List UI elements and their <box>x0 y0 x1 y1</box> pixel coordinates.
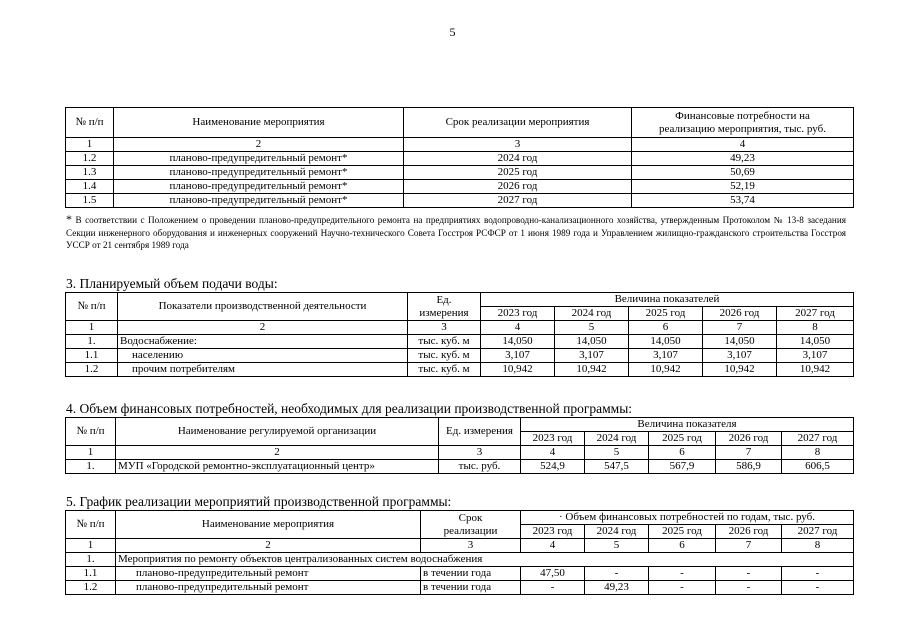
header-activity: Наименование мероприятия <box>116 511 421 539</box>
header-term: Срок реализации мероприятия <box>404 108 632 138</box>
header-term: Срок реализации <box>421 511 521 539</box>
table-row: 1.2 прочим потребителям тыс. куб. м 10,942 10,942 10,942 10,942 10,942 <box>66 363 854 377</box>
header-values-group: Величина показателя <box>521 418 854 432</box>
header-year: 2025 год <box>649 525 716 539</box>
header-values-group: · Объем финансовых потребностей по годам, тыс. руб. <box>521 511 854 525</box>
header-year: 2026 год <box>703 307 777 321</box>
index-row: 1 2 3 4 5 6 7 8 <box>66 539 854 553</box>
header-finance: Финансовые потребности на реализацию мероприятия, тыс. руб. <box>632 108 854 138</box>
table-water-supply <box>65 292 854 377</box>
header-year: 2024 год <box>585 432 649 446</box>
footnote-star: * <box>66 212 72 226</box>
header-num: № п/п <box>66 511 116 539</box>
header-year: 2027 год <box>782 525 854 539</box>
section3-title: 3. Планируемый объем подачи воды: <box>66 276 278 291</box>
table-implementation-schedule <box>65 510 854 595</box>
section4-title: 4. Объем финансовых потребностей, необходимых для реализации производственной программы: <box>66 401 633 416</box>
footnote-text: В соответствии с Положением о проведении планово-предупредительного ремонта на предприятиях водопроводно-канализационного хозяйства, утвержденным Протоколом № 13-8 заседания Секции инженерного оборудования и инженерных сооружений Научно-технического Совета Госстроя РСФСР от 1 июня 1989 года и Управлением жилищно-гражданского строительства Госстроя УССР от 21 сентября 1989 года <box>66 215 846 250</box>
header-year: 2025 год <box>629 307 703 321</box>
header-num: № п/п <box>66 108 114 138</box>
header-year: 2024 год <box>585 525 649 539</box>
header-year: 2023 год <box>521 432 585 446</box>
table-row: 1.2 планово-предупредительный ремонт* 2024 год 49,23 <box>66 152 854 166</box>
table-row: 1.2 планово-предупредительный ремонт в течении года - 49,23 - - - <box>66 581 854 595</box>
section5-title: 5. График реализации мероприятий производственной программы: <box>66 494 452 509</box>
header-indicator: Показатели производственной деятельности <box>118 293 408 321</box>
table-financial-needs <box>65 417 854 474</box>
group-row: 1. Мероприятия по ремонту объектов централизованных систем водоснабжения <box>66 553 854 567</box>
header-unit: Ед. измерения <box>439 418 521 446</box>
header-year: 2025 год <box>649 432 716 446</box>
header-year: 2027 год <box>782 432 854 446</box>
header-year: 2024 год <box>555 307 629 321</box>
footnote <box>66 213 846 252</box>
table-row: 1.1 населению тыс. куб. м 3,107 3,107 3,107 3,107 3,107 <box>66 349 854 363</box>
table-row: 1.5 планово-предупредительный ремонт* 2027 год 53,74 <box>66 194 854 208</box>
header-unit: Ед. измерения <box>408 293 481 321</box>
index-row: 1 2 3 4 <box>66 138 854 152</box>
table-row: 1. МУП «Городской ремонтно-эксплуатационный центр» тыс. руб. 524,9 547,5 567,9 586,9 606,5 <box>66 460 854 474</box>
header-organization: Наименование регулируемой организации <box>116 418 439 446</box>
page-number: 5 <box>449 25 456 39</box>
index-row: 1 2 3 4 5 6 7 8 <box>66 446 854 460</box>
header-year: 2026 год <box>716 525 782 539</box>
table-row: 1. Водоснабжение: тыс. куб. м 14,050 14,050 14,050 14,050 14,050 <box>66 335 854 349</box>
table-row: 1.1 планово-предупредительный ремонт в течении года 47,50 - - - - <box>66 567 854 581</box>
header-num: № п/п <box>66 293 118 321</box>
index-row: 1 2 3 4 5 6 7 8 <box>66 321 854 335</box>
header-values-group: Величина показателей <box>481 293 854 307</box>
header-name: Наименование мероприятия <box>114 108 404 138</box>
header-num: № п/п <box>66 418 116 446</box>
header-year: 2023 год <box>521 525 585 539</box>
header-year: 2023 год <box>481 307 555 321</box>
table-activities-continued <box>65 107 854 208</box>
header-year: 2027 год <box>777 307 854 321</box>
table-row: 1.4 планово-предупредительный ремонт* 2026 год 52,19 <box>66 180 854 194</box>
table-row: 1.3 планово-предупредительный ремонт* 2025 год 50,69 <box>66 166 854 180</box>
header-year: 2026 год <box>716 432 782 446</box>
